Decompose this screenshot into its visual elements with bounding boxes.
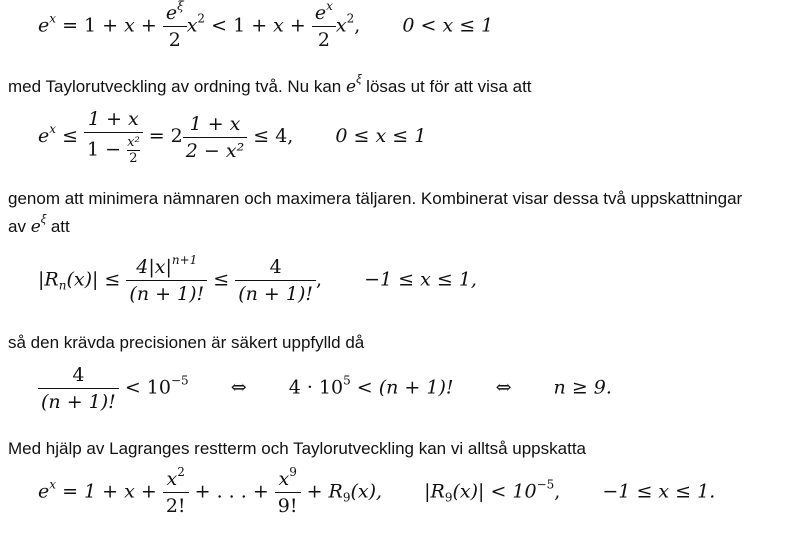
- equation-precision-condition: $\frac{4}{(n + 1)!}$ < $10^{-5}$ ⇔ $4 \cdot 10^5 < (n + 1)$! ⇔ n ≥ 9.: [38, 364, 612, 413]
- equation-e-bound: $e^x$ ≤ 1 + x 1 − $\frac{\text{x²}}{2}$ = 2 $\frac{1 + x}{\text{2 − x²}}$ ≤ 4, 0 ≤ x ≤ 1: [38, 108, 427, 166]
- paragraph-minimize-maximize: genom att minimera nämnaren och maximera täljaren. Kombinerat visar dessa två uppskattningar: [8, 189, 743, 208]
- paragraph-precision: så den krävda precisionen är säkert uppfylld då: [8, 333, 365, 352]
- paragraph-taylor-intro: med Taylorutveckling av ordning två. Nu kan $e^\xi$ lösas ut för att visa att: [8, 72, 532, 97]
- paragraph-estimates: av $e^\xi$ att: [8, 212, 70, 237]
- equation-remainder-bound: $|R_n(x)|$ ≤ $\frac{4|x|^{n+1}}{(n + 1)!}$ ≤ $\frac{4}{(n + 1)!}$ , −1 ≤ x ≤ 1,: [38, 253, 477, 305]
- paragraph-conclusion: Med hjälp av Lagranges restterm och Taylorutveckling kan vi alltså uppskatta: [8, 439, 586, 458]
- equation-taylor-second-order: $e^x = 1 + x$ + $\frac{e^\xi}{2}$ $x^2 < 1 + x$ + $\frac{e^x}{2}$ $x^2$, 0 < x ≤ 1: [38, 0, 494, 51]
- equation-taylor-approximation: $e^x = 1 + x$ + $\frac{x^2}{2!}$ + . . . + $\frac{x^9}{9!}$ + $R_9(x)$, $|R_9(x)| < 10^{-5}$, −1 ≤ x ≤ 1.: [38, 465, 716, 517]
